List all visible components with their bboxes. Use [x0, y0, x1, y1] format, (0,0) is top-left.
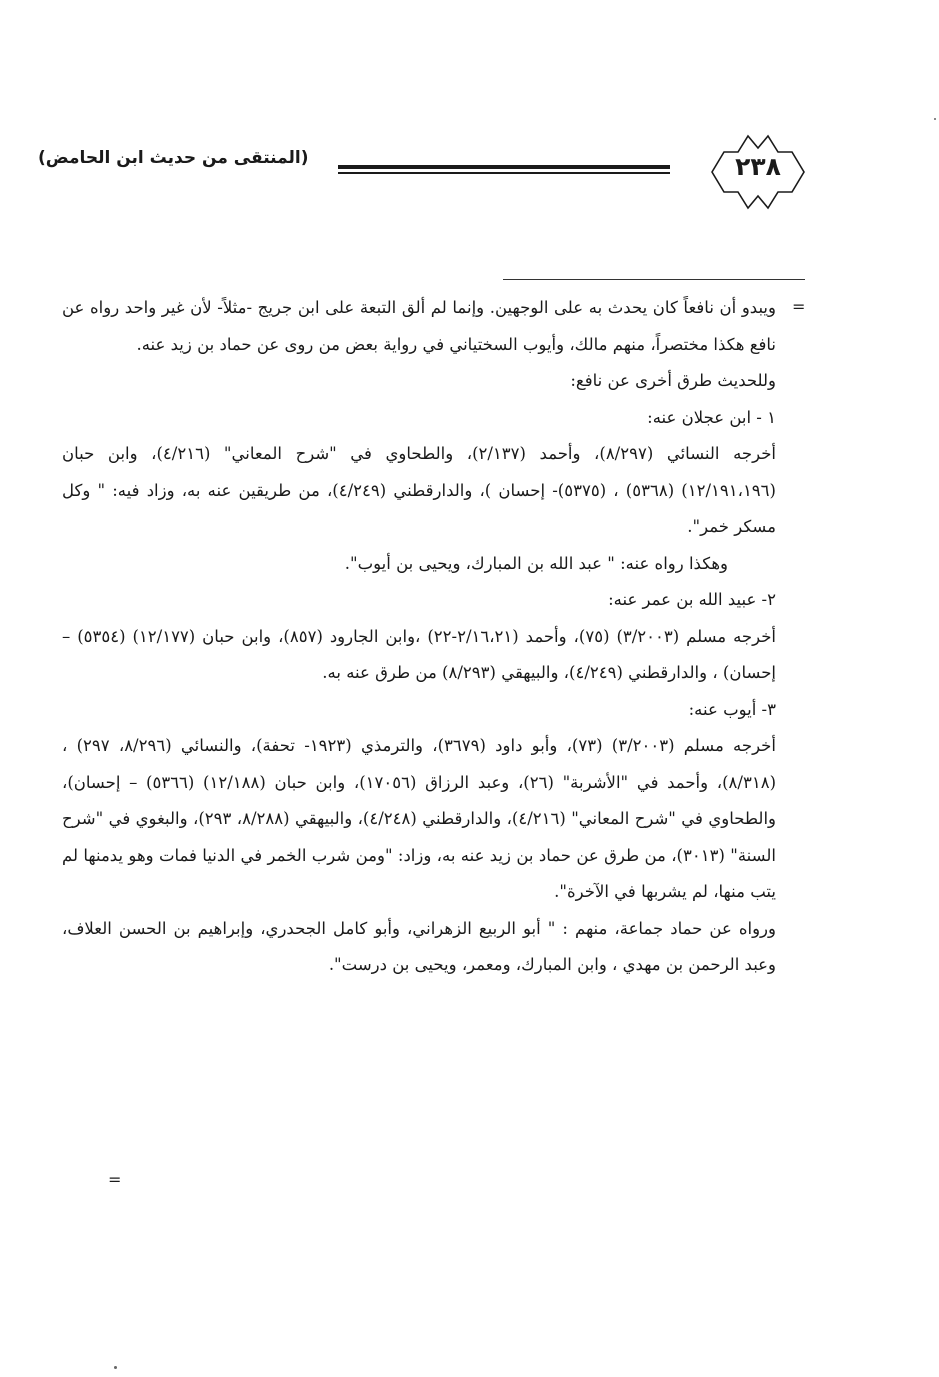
route-1-citations: أخرجه النسائي (٨/٢٩٧)، وأحمد (٢/١٣٧)، والطحاوي في "شرح المعاني" (٤/٢١٦)، وابن حبان (١٢/١٩١،١٩٦) (٥٣٦٨) ، (٥٣٧٥)- إحسان )، والدارقطني (٤/٢٤٩)، من طريقين عنه به، وزاد فيه: " وكل مسكر خمر".	[62, 444, 777, 536]
scan-speck-edge	[934, 118, 936, 120]
continuation-mark: =	[792, 297, 806, 316]
header-divider	[338, 165, 670, 174]
narrators-list: ورواه عن حماد جماعة، منهم : " أبو الربيع الزهراني، وأبو كامل الجحدري، وإبراهيم بن الحسن العلاف، وعبد الرحمن بن مهدي ، وابن المبارك، ومعمر، ويحيى بن درست".	[62, 918, 776, 974]
paragraph-intro: ويبدو أن نافعاً كان يحدث به على الوجهين. وإنما لم ألق التبعة على ابن جريج -مثلاً- لأن غير واحد رواه عن نافع هكذا مختصراً، منهم مالك، وأيوب السختياني في رواية بعض من روى عن حماد بن زيد عنه.	[62, 298, 776, 354]
route-heading-1: ١ - ابن عجلان عنه:	[647, 407, 776, 427]
end-mark: =	[108, 1170, 122, 1189]
route-heading-3: ٣- أيوب عنه:	[688, 699, 776, 719]
footnote-body	[62, 290, 776, 984]
book-title: (المنتقى من حديث ابن الحامض)	[38, 148, 309, 168]
footnote-separator	[503, 279, 805, 280]
route-1-note: وهكذا رواه عنه: " عبد الله بن المبارك، ويحيى بن أيوب".	[344, 553, 728, 573]
scan-speck	[114, 1366, 117, 1369]
paragraph-other-routes: وللحديث طرق أخرى عن نافع:	[570, 371, 776, 390]
route-heading-2: ٢- عبيد الله بن عمر عنه:	[608, 590, 776, 609]
page-header	[0, 0, 939, 240]
route-3-citations: أخرجه مسلم (٣/٢٠٠٣) (٧٣)، وأبو داود (٣٦٧٩)، والترمذي (١٩٢٣- تحفة)، والنسائي (٨/٢٩٦، ٢٩٧) ، (٨/٣١٨)، وأحمد في "الأشربة" (٢٦)، وعبد الرزاق (١٧٠٥٦)، وابن حبان (١٢/١٨٨) (٥٣٦٦) – إحسان)، والطحاوي في "شرح المعاني" (٤/٢١٦)، والدارقطني (٤/٢٤٨)، والبيهقي (٨/٢٨٨، ٢٩٣)، والبغوي في "شرح السنة" (٣٠١٣)، من طرق عن حماد بن زيد عنه به، وزاد: "ومن شرب الخمر في الدنيا فمات وهو يدمنها لم يتب منها، لم يشربها في الآخرة".	[62, 736, 777, 901]
route-2-citations: أخرجه مسلم (٣/٢٠٠٣) (٧٥)، وأحمد (٢/١٦،٢١-٢٢) ،وابن الجارود (٨٥٧)، وابن حبان (١٢/١٧٧) (٥٣٥٤) – إحسان) ، والدارقطني (٤/٢٤٩)، والبيهقي (٨/٢٩٣) من طرق عنه به.	[62, 626, 777, 682]
page-number: ٢٣٨	[735, 152, 781, 181]
